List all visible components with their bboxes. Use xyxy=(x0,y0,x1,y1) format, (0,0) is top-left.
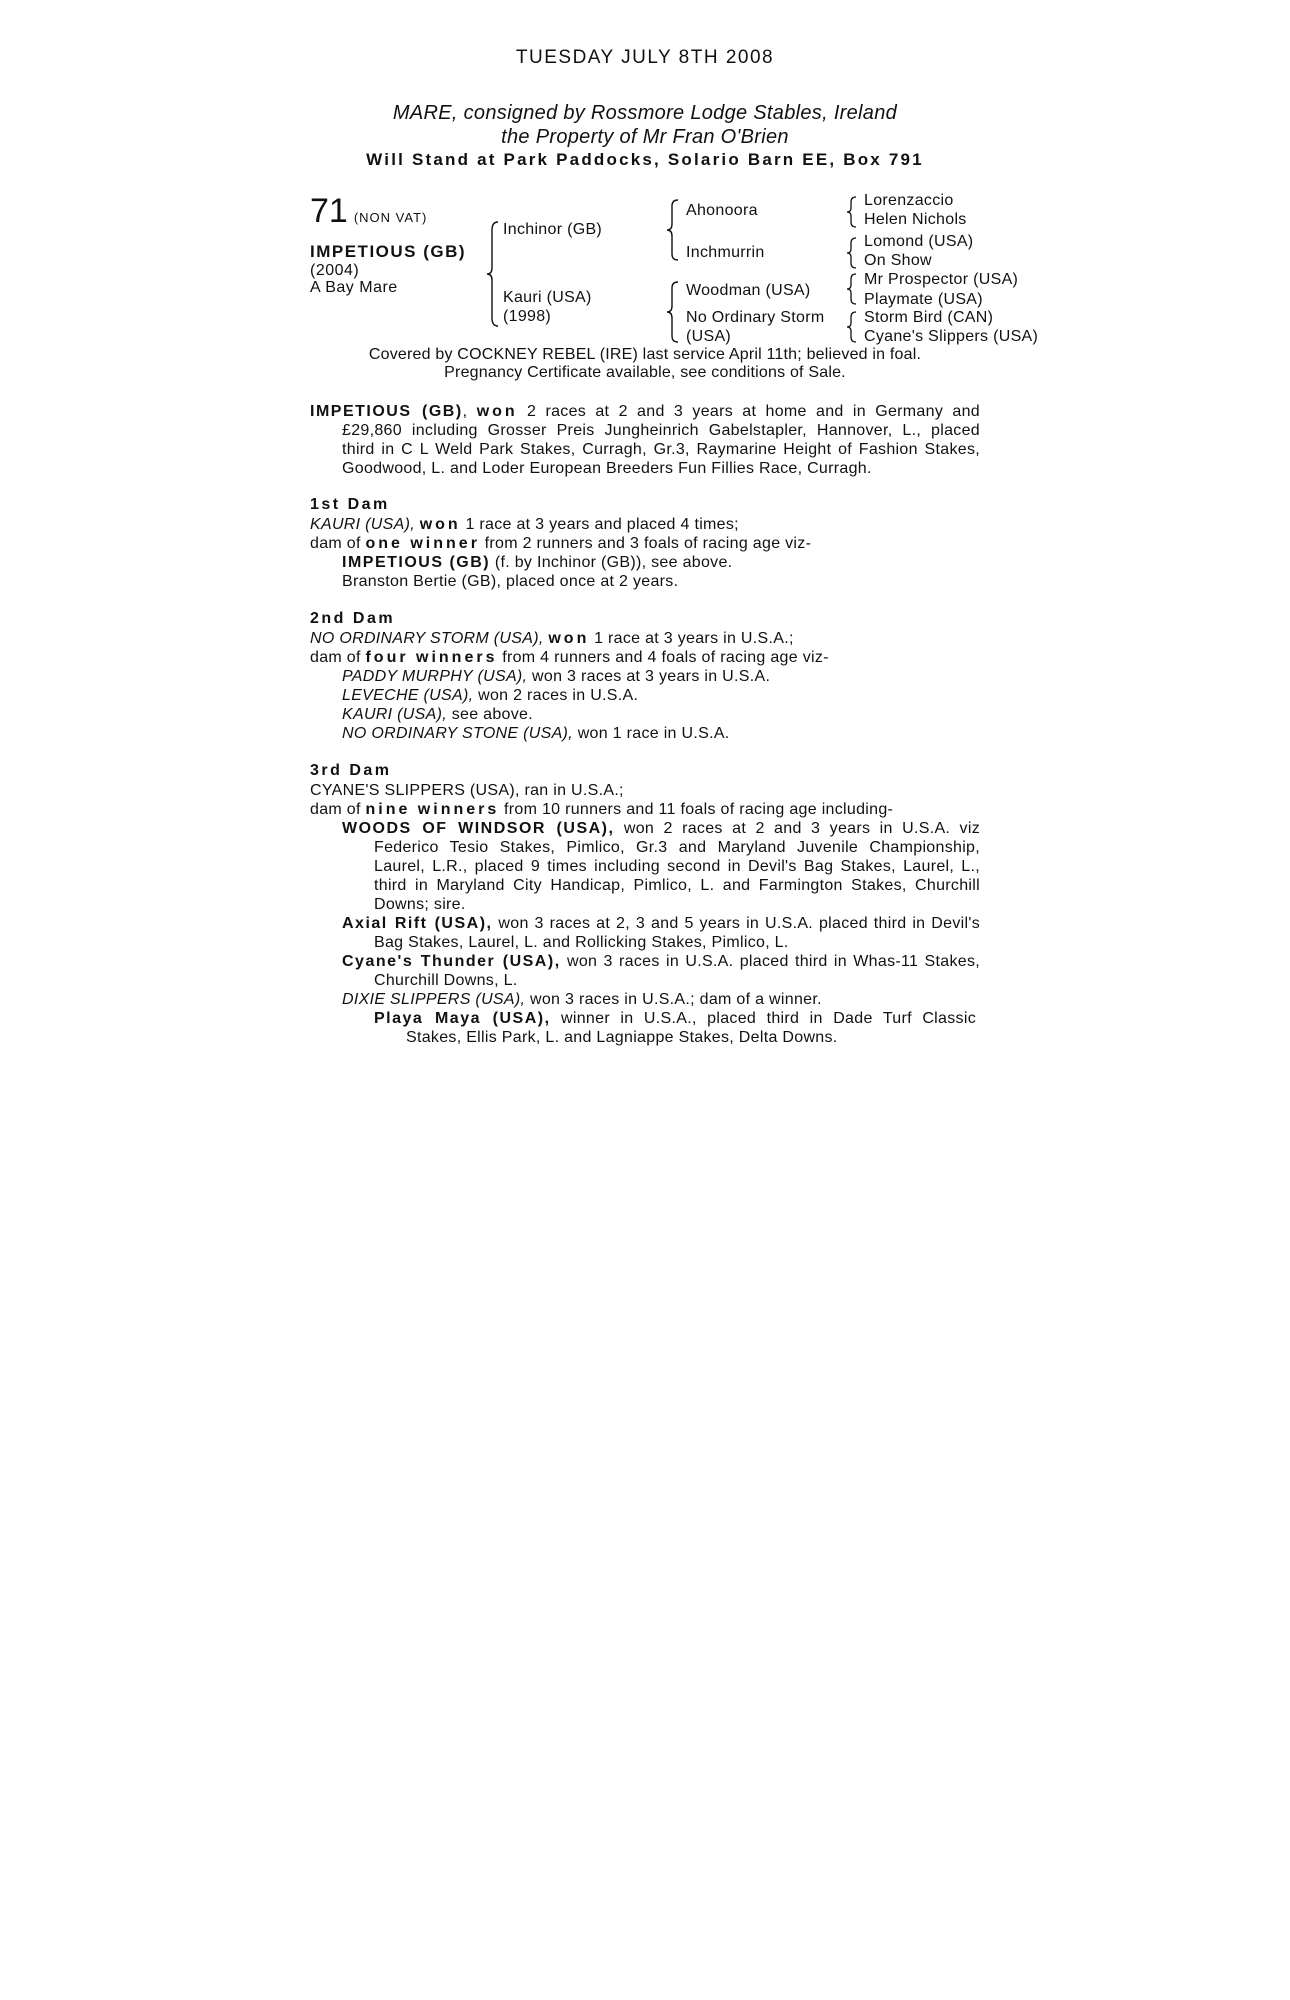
pedigree-brace-7 xyxy=(846,310,860,344)
runners-text: from 10 runners and 11 foals of racing age including- xyxy=(504,801,894,818)
produce-name: Axial Rift (USA), xyxy=(342,915,493,932)
cyanes-thunder-line-1 xyxy=(342,952,980,971)
first-dam-produce-2: Branston Bertie (GB), placed once at 2 years. xyxy=(342,573,679,590)
pedigree-dam-dam: No Ordinary Storm xyxy=(686,309,825,326)
pedigree-brace-4 xyxy=(846,195,860,229)
impetious-line-3: third in C L Weld Park Stakes, Curragh, Gr.3, Raymarine Height of Fashion Stakes, xyxy=(342,441,980,458)
horse-description: A Bay Mare xyxy=(310,279,398,296)
runners-text: from 2 runners and 3 foals of racing age viz- xyxy=(484,535,812,552)
produce-text: won 2 races at 2 and 3 years in U.S.A. viz xyxy=(623,820,981,837)
second-dam-produce-2 xyxy=(342,686,638,705)
won-label: won xyxy=(476,403,518,420)
pedigree-gg-2: Helen Nichols xyxy=(864,211,967,228)
pregnancy-line: Pregnancy Certificate available, see conditions of Sale. xyxy=(444,364,846,381)
woods-of-windsor-line-4: third in Maryland City Handicap, Pimlico, L. and Farmington Stakes, Churchill xyxy=(374,877,980,894)
pedigree-gg-4: On Show xyxy=(864,252,932,269)
won-label: won xyxy=(548,630,590,647)
pedigree-brace-6 xyxy=(846,272,860,306)
dam-of-label: dam of xyxy=(310,801,361,818)
second-dam-produce-1 xyxy=(342,667,770,686)
sale-date: TUESDAY JULY 8TH 2008 xyxy=(515,47,775,68)
woods-of-windsor-line-1 xyxy=(342,819,980,838)
dixie-slippers-line xyxy=(342,990,822,1009)
pedigree-sire: Inchinor (GB) xyxy=(503,221,603,238)
runners-text: from 4 runners and 4 foals of racing age viz- xyxy=(502,649,829,666)
second-dam-record: 1 race at 3 years in U.S.A.; xyxy=(594,630,794,647)
pedigree-brace-5 xyxy=(846,236,860,270)
lot-number: 71 xyxy=(310,192,348,230)
produce-text: won 3 races in U.S.A.; dam of a winner. xyxy=(530,991,822,1008)
produce-text: see above. xyxy=(451,706,533,723)
won-label: won xyxy=(419,516,461,533)
second-dam-heading: 2nd Dam xyxy=(310,610,396,627)
produce-name: PADDY MURPHY (USA), xyxy=(342,668,528,685)
lot-number-line xyxy=(310,192,427,231)
first-dam-record: 1 race at 3 years and placed 4 times; xyxy=(465,516,739,533)
pedigree-brace-1 xyxy=(486,220,504,328)
first-dam-line-2 xyxy=(310,534,811,553)
playa-maya-line-2: Stakes, Ellis Park, L. and Lagniappe Stakes, Delta Downs. xyxy=(406,1029,838,1046)
third-dam-line-2 xyxy=(310,800,893,819)
second-dam-produce-3 xyxy=(342,705,533,724)
dam-of-label: dam of xyxy=(310,535,361,552)
produce-text: (f. by Inchinor (GB)), see above. xyxy=(494,554,733,571)
pedigree-gg-7: Storm Bird (CAN) xyxy=(864,309,994,326)
pedigree-brace-3 xyxy=(666,280,684,344)
third-dam-heading: 3rd Dam xyxy=(310,762,392,779)
pedigree-gg-1: Lorenzaccio xyxy=(864,192,954,209)
impetious-text: 2 races at 2 and 3 years at home and in Germany and xyxy=(526,403,981,420)
pedigree-gg-8: Cyane's Slippers (USA) xyxy=(864,328,1039,345)
pedigree-gg-3: Lomond (USA) xyxy=(864,233,974,250)
pedigree-dam: Kauri (USA) xyxy=(503,289,592,306)
woods-of-windsor-line-5: Downs; sire. xyxy=(374,896,466,913)
pedigree-gg-5: Mr Prospector (USA) xyxy=(864,271,1019,288)
pedigree-dam-dam-country: (USA) xyxy=(686,328,732,345)
second-dam-name: NO ORDINARY STORM (USA), xyxy=(310,630,544,647)
stand-line: Will Stand at Park Paddocks, Solario Barn EE, Box 791 xyxy=(366,150,924,169)
winners-count: one winner xyxy=(365,535,480,552)
first-dam-line-1 xyxy=(310,515,739,534)
produce-name: Cyane's Thunder (USA), xyxy=(342,953,561,970)
impetious-name: IMPETIOUS (GB) xyxy=(310,403,463,420)
produce-text: won 1 race in U.S.A. xyxy=(577,725,730,742)
horse-name: IMPETIOUS (GB) xyxy=(310,242,467,261)
produce-text: won 3 races in U.S.A. placed third in Whas-11 Stakes, xyxy=(566,953,980,970)
pedigree-brace-2 xyxy=(666,198,684,262)
produce-name: KAURI (USA), xyxy=(342,706,447,723)
produce-name: DIXIE SLIPPERS (USA), xyxy=(342,991,526,1008)
impetious-line-4: Goodwood, L. and Loder European Breeders Fun Fillies Race, Curragh. xyxy=(342,460,872,477)
first-dam-name: KAURI (USA), xyxy=(310,516,415,533)
pedigree-dam-year: (1998) xyxy=(503,308,552,325)
vat-status: (NON VAT) xyxy=(353,210,428,225)
produce-name: WOODS OF WINDSOR (USA), xyxy=(342,820,615,837)
woods-of-windsor-line-2: Federico Tesio Stakes, Pimlico, Gr.3 and Maryland Juvenile Championship, xyxy=(374,839,980,856)
produce-text: won 3 races at 3 years in U.S.A. xyxy=(532,668,771,685)
playa-maya-line-1 xyxy=(374,1009,976,1028)
third-dam-line-1: CYANE'S SLIPPERS (USA), ran in U.S.A.; xyxy=(310,782,624,799)
produce-text: won 2 races in U.S.A. xyxy=(478,687,639,704)
second-dam-line-2 xyxy=(310,648,829,667)
produce-name: NO ORDINARY STONE (USA), xyxy=(342,725,573,742)
winners-count: nine winners xyxy=(365,801,500,818)
second-dam-line-1 xyxy=(310,629,794,648)
winners-count: four winners xyxy=(365,649,498,666)
impetious-line-1: IMPETIOUS (GB), won 2 races at 2 and 3 years at home and in Germany and xyxy=(310,403,981,420)
first-dam-heading: 1st Dam xyxy=(310,496,390,513)
second-dam-produce-4 xyxy=(342,724,730,743)
axial-rift-line-2: Bag Stakes, Laurel, L. and Rollicking Stakes, Pimlico, L. xyxy=(374,934,789,951)
produce-name: Playa Maya (USA), xyxy=(374,1010,551,1027)
cyanes-thunder-line-2: Churchill Downs, L. xyxy=(374,972,518,989)
produce-name: IMPETIOUS (GB) xyxy=(342,554,491,571)
pedigree-dam-sire: Woodman (USA) xyxy=(686,282,811,299)
pedigree-sire-sire: Ahonoora xyxy=(686,202,758,219)
covered-line: Covered by COCKNEY REBEL (IRE) last service April 11th; believed in foal. xyxy=(368,346,922,363)
pedigree-sire-dam: Inchmurrin xyxy=(686,244,765,261)
woods-of-windsor-line-3: Laurel, L.R., placed 9 times including second in Devil's Bag Stakes, Laurel, L., xyxy=(374,858,980,875)
impetious-line-2: £29,860 including Grosser Preis Jungheinrich Gabelstapler, Hannover, L., placed xyxy=(342,422,980,439)
property-line: the Property of Mr Fran O'Brien xyxy=(501,126,789,148)
consignor-line: MARE, consigned by Rossmore Lodge Stables, Ireland xyxy=(392,102,898,124)
produce-text: winner in U.S.A., placed third in Dade Turf Classic xyxy=(561,1010,976,1027)
pedigree-gg-6: Playmate (USA) xyxy=(864,291,983,308)
first-dam-produce-1 xyxy=(342,553,732,572)
horse-year: (2004) xyxy=(310,262,360,279)
axial-rift-line-1 xyxy=(342,914,980,933)
produce-text: won 3 races at 2, 3 and 5 years in U.S.A. placed third in Devil's xyxy=(498,915,980,932)
produce-name: LEVECHE (USA), xyxy=(342,687,474,704)
dam-of-label: dam of xyxy=(310,649,361,666)
